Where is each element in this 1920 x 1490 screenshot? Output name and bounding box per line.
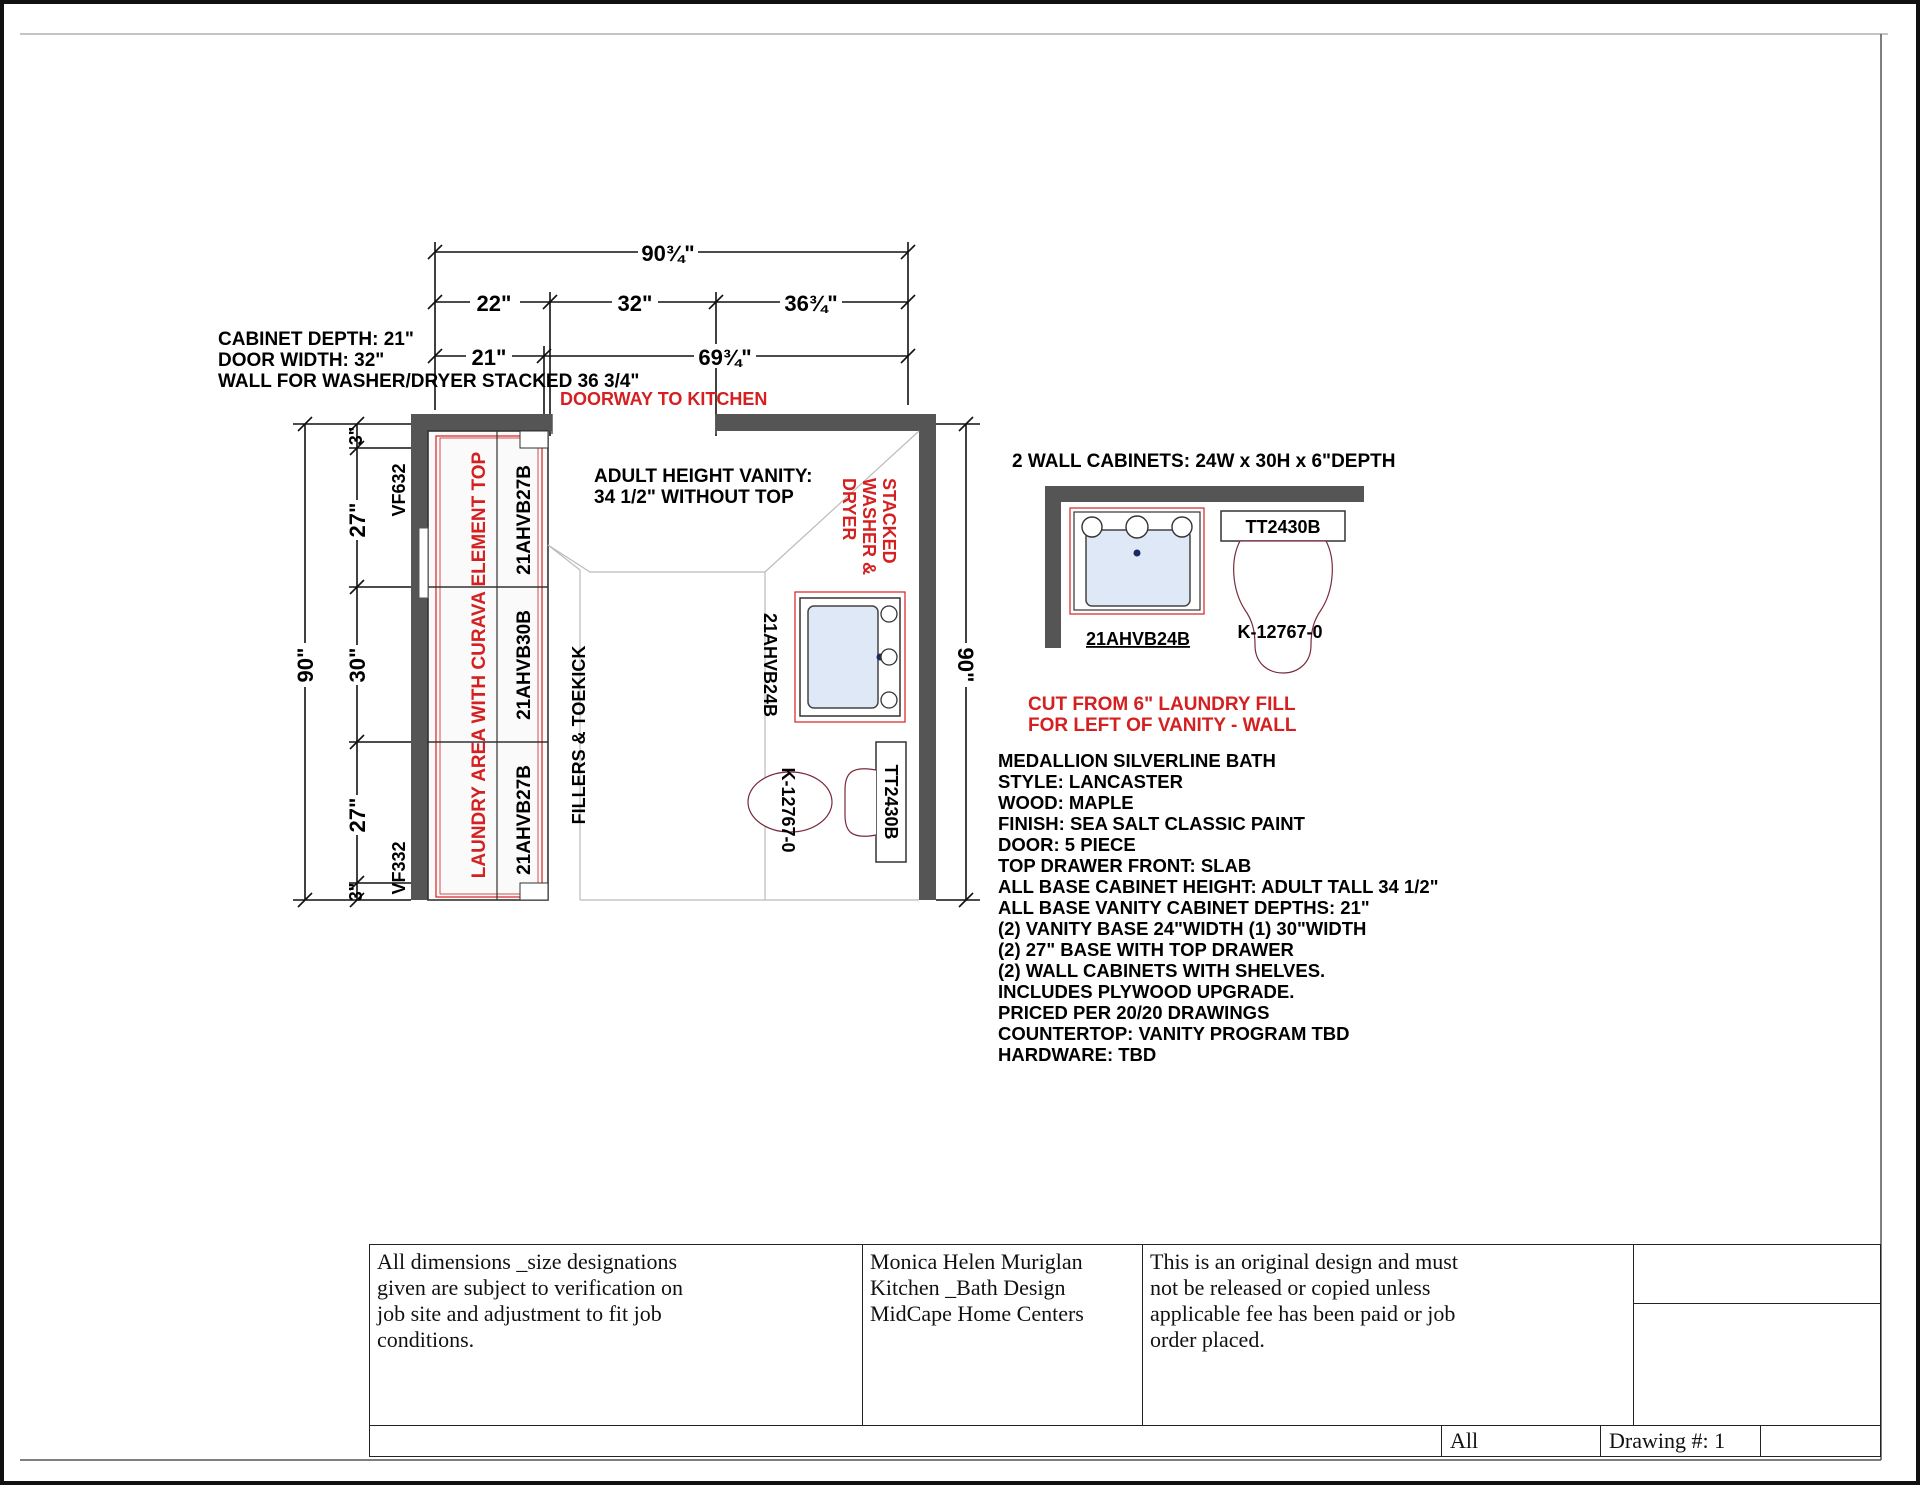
vanity-right-label: 21AHVB24B	[760, 612, 780, 718]
dim-left-seg-5: 3"	[346, 882, 366, 902]
spec-line: ALL BASE VANITY CABINET DEPTHS: 21"	[998, 897, 1370, 918]
dim-left-seg-2: 27"	[345, 502, 370, 538]
spec-line: TOP DRAWER FRONT: SLAB	[998, 855, 1252, 876]
vanity-note-line-2: 34 1/2" WITHOUT TOP	[594, 487, 794, 508]
dim-top-seg-2: 32"	[617, 291, 653, 316]
doorway-label: DOORWAY TO KITCHEN	[560, 389, 768, 409]
dim-top-seg-3: 36¾"	[784, 291, 838, 316]
dim-overall-top: 90¾"	[641, 241, 695, 266]
spec-line: (2) 27" BASE WITH TOP DRAWER	[998, 939, 1294, 960]
spec-line: (2) VANITY BASE 24"WIDTH (1) 30"WIDTH	[998, 918, 1367, 939]
dim-right-overall: 90"	[953, 647, 978, 683]
fillers-toekick-label: FILLERS & TOEKICK	[569, 645, 589, 825]
spec-line: DOOR: 5 PIECE	[998, 834, 1136, 855]
cabinet-mid-label: 21AHVB30B	[514, 610, 535, 720]
title-block-drawing-number: Drawing #: 1	[1600, 1426, 1760, 1457]
laundry-area-label: LAUNDRY AREA WITH CURAVA ELEMENT TOP	[469, 451, 490, 879]
note-cabinet-depth: CABINET DEPTH: 21"	[218, 329, 414, 350]
title-block-disclaimer: All dimensions _size designations given are subject to verification on job site and adjustment to fit job conditions.	[370, 1245, 863, 1425]
title-block-designer: Monica Helen Muriglan Kitchen _Bath Design MidCape Home Centers	[863, 1245, 1143, 1425]
note-door-width: DOOR WIDTH: 32"	[218, 350, 385, 371]
toilet-model-label: K-12767-0	[778, 767, 798, 853]
dim-top-seg-1: 22"	[476, 291, 512, 316]
elevation-toilet-label: K-12767-0	[1237, 622, 1323, 642]
spec-line: ALL BASE CABINET HEIGHT: ADULT TALL 34 1/2"	[998, 876, 1439, 897]
elevation-title: 2 WALL CABINETS: 24W x 30H x 6"DEPTH	[1012, 451, 1396, 472]
svg-text:STACKED: STACKED	[879, 478, 899, 564]
cabinet-bottom-label: 21AHVB27B	[514, 765, 535, 875]
spec-line: WOOD: MAPLE	[998, 792, 1134, 813]
spec-line: PRICED PER 20/20 DRAWINGS	[998, 1002, 1270, 1023]
spec-line: COUNTERTOP: VANITY PROGRAM TBD	[998, 1023, 1350, 1044]
cut-note-line-2: FOR LEFT OF VANITY - WALL	[1028, 715, 1297, 736]
dim-mid-seg-1: 21"	[471, 345, 507, 370]
spec-line: STYLE: LANCASTER	[998, 771, 1183, 792]
spec-list	[998, 750, 1438, 1065]
svg-text:DRYER: DRYER	[839, 478, 859, 541]
dim-mid-seg-2: 69¾"	[698, 345, 752, 370]
dim-left-seg-1: 3"	[346, 426, 366, 446]
right-vanity-plan	[795, 592, 905, 722]
spec-line: FINISH: SEA SALT CLASSIC PAINT	[998, 813, 1305, 834]
title-block-copyright: This is an original design and must not be released or copied unless applicable fee has been paid or job order placed.	[1143, 1245, 1634, 1425]
spec-line: HARDWARE: TBD	[998, 1044, 1157, 1065]
filler-bottom-label: VF332	[389, 841, 409, 895]
title-block-scope: All	[1441, 1426, 1920, 1457]
title-block-footer	[370, 1425, 1880, 1456]
title-block-empty-cell	[1760, 1426, 1880, 1457]
dim-left-overall: 90"	[293, 647, 318, 683]
spec-line: INCLUDES PLYWOOD UPGRADE.	[998, 981, 1295, 1002]
vanity-note-line-1: ADULT HEIGHT VANITY:	[594, 466, 813, 487]
svg-text:WASHER &: WASHER &	[859, 478, 879, 576]
cut-note-line-1: CUT FROM 6" LAUNDRY FILL	[1028, 694, 1296, 715]
elevation-vanity-label: 21AHVB24B	[1085, 629, 1191, 649]
dim-left-seg-4: 27"	[345, 797, 370, 833]
stacked-washer-label	[839, 478, 899, 575]
spec-line: MEDALLION SILVERLINE BATH	[998, 750, 1276, 771]
note-washer-wall: WALL FOR WASHER/DRYER STACKED 36 3/4"	[218, 371, 640, 392]
dim-left-seg-3: 30"	[345, 647, 370, 683]
elevation-tank-label: TT2430B	[1245, 517, 1321, 537]
tank-model-label: TT2430B	[881, 764, 901, 840]
title-block-divider	[1634, 1303, 1880, 1304]
spec-line: (2) WALL CABINETS WITH SHELVES.	[998, 960, 1326, 981]
filler-top-label: VF632	[389, 463, 409, 517]
cabinet-top-label: 21AHVB27B	[514, 465, 535, 575]
title-block	[369, 1244, 1881, 1457]
